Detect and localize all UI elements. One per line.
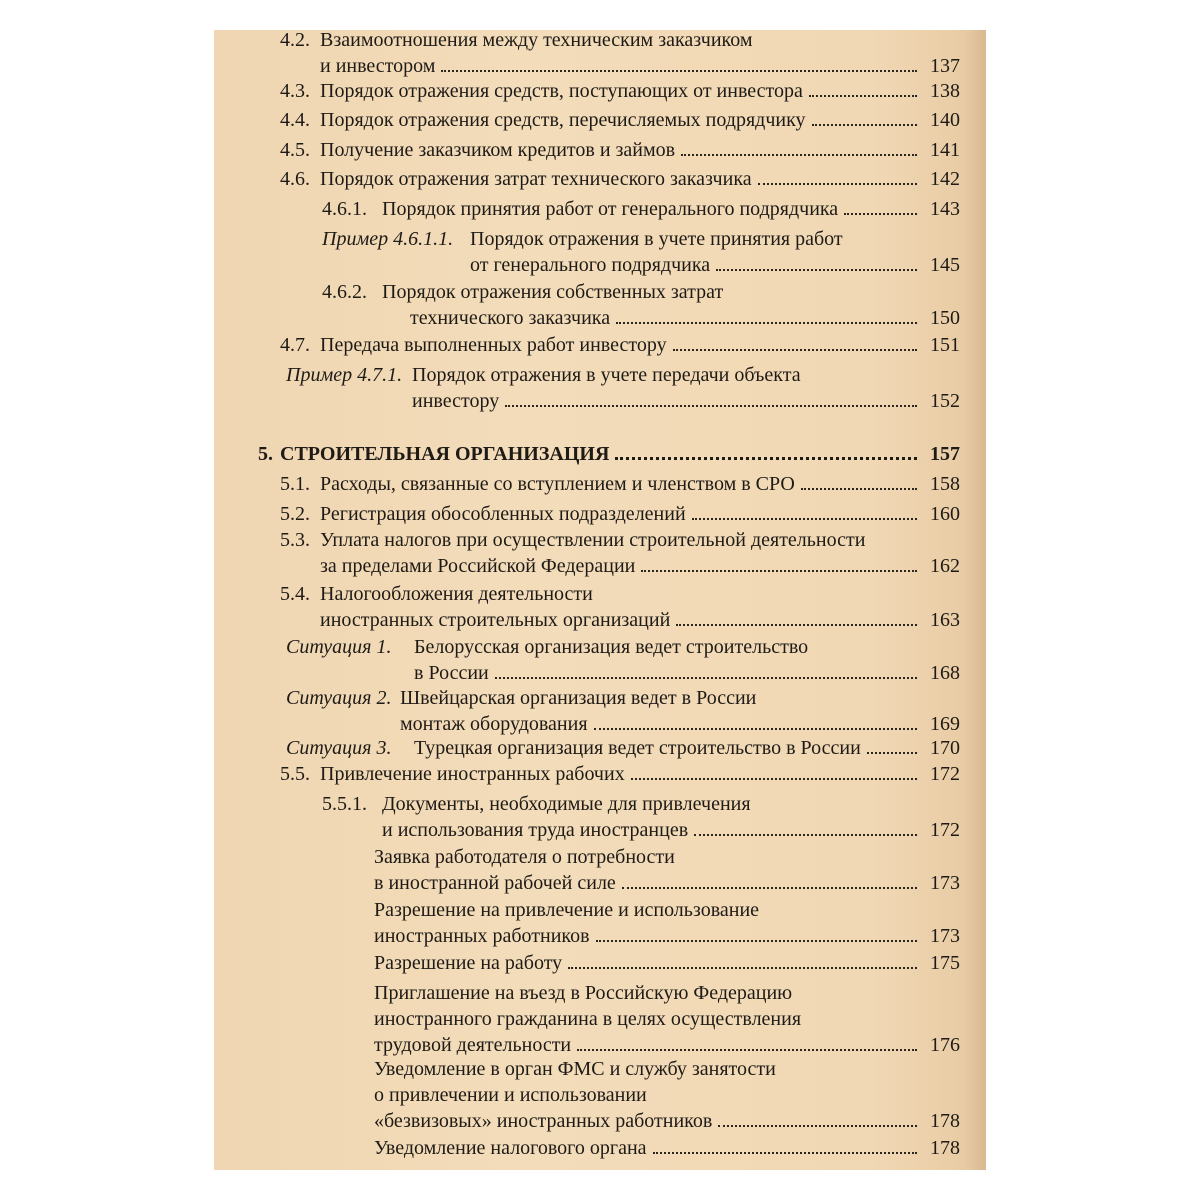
toc-entry-title: Приглашение на въезд в Российскую Федерацию (374, 982, 793, 1004)
leader-dots (596, 940, 917, 942)
leader-dots (758, 183, 917, 185)
toc-entry-example-4-7-1[interactable] (286, 362, 960, 414)
toc-page-number: 160 (930, 503, 960, 525)
leader-dots (505, 405, 917, 407)
leader-dots (692, 518, 917, 520)
leader-dots (681, 154, 917, 156)
toc-entry-number: 4.7. (280, 334, 310, 356)
toc-entry-title: о привлечении и использовании (374, 1084, 647, 1106)
toc-entry-title: Взаимоотношения между техническим заказчиком (320, 30, 753, 51)
toc-entry-entry-invitation[interactable] (374, 980, 960, 1058)
toc-entry-title: Порядок отражения в учете принятия работ (470, 228, 843, 250)
toc-entry-title: «безвизовых» иностранных работников (374, 1110, 713, 1132)
toc-entry-number: 4.6. (280, 168, 310, 190)
toc-entry-number: 5.2. (280, 503, 310, 525)
toc-entry-4-2[interactable] (280, 30, 960, 79)
toc-entry-title: Турецкая организация ведет строительство в России (414, 737, 861, 759)
toc-page-number: 151 (930, 334, 960, 356)
toc-page-number: 178 (930, 1137, 960, 1159)
toc-entry-label: Пример 4.6.1.1. (322, 228, 454, 250)
toc-page-number: 168 (930, 662, 960, 684)
toc-entry-work-permit[interactable] (374, 950, 960, 976)
leader-dots (568, 967, 917, 969)
toc-entry-fms-notice[interactable] (374, 1056, 960, 1134)
toc-entry-5-2[interactable] (280, 501, 960, 527)
toc-entry-title: Швейцарская организация ведет в России (400, 687, 757, 709)
toc-entry-title: за пределами Российской Федерации (320, 555, 636, 577)
toc-page-number: 152 (930, 390, 960, 412)
toc-entry-5-3[interactable] (280, 527, 960, 579)
toc-entry-label: Ситуация 1. (286, 636, 392, 658)
toc-entry-title: монтаж оборудования (400, 713, 588, 735)
toc-page-number: 173 (930, 872, 960, 894)
toc-entry-4-6[interactable] (280, 166, 960, 192)
leader-dots (718, 1125, 917, 1127)
toc-page-number: 169 (930, 713, 960, 735)
toc-entry-title: Порядок отражения собственных затрат (382, 281, 724, 303)
toc-entry-title: Порядок отражения средств, поступающих от инвестора (320, 80, 803, 102)
toc-entry-label: Ситуация 3. (286, 737, 392, 759)
leader-dots (801, 488, 917, 490)
toc-page-number: 150 (930, 307, 960, 329)
toc-entry-number: 5.4. (280, 583, 310, 605)
leader-dots (809, 95, 917, 97)
toc-entry-title: Белорусская организация ведет строительство (414, 636, 809, 658)
leader-dots (844, 213, 917, 215)
toc-entry-title: в России (414, 662, 489, 684)
toc-page-number: 162 (930, 555, 960, 577)
toc-entry-4-3[interactable] (280, 78, 960, 104)
toc-entry-4-5[interactable] (280, 137, 960, 163)
toc-entry-tax-notice[interactable] (374, 1135, 960, 1161)
toc-entry-title: Получение заказчиком кредитов и займов (320, 139, 676, 161)
toc-entry-title: СТРОИТЕЛЬНАЯ ОРГАНИЗАЦИЯ (280, 443, 610, 465)
toc-entry-5-1[interactable] (280, 471, 960, 497)
toc-entry-title: в иностранной рабочей силе (374, 872, 616, 894)
toc-entry-number: 4.5. (280, 139, 310, 161)
toc-entry-situation-2[interactable] (286, 685, 960, 737)
toc-entry-5-5[interactable] (280, 761, 960, 787)
toc-page-number: 173 (930, 925, 960, 947)
toc-page-number: 172 (930, 819, 960, 841)
toc-entry-title: иностранного гражданина в целях осуществления (374, 1008, 802, 1030)
leader-dots (641, 570, 917, 572)
toc-entry-title: Порядок отражения в учете передачи объекта (412, 364, 801, 386)
toc-page-number: 140 (930, 109, 960, 131)
toc-entry-title: иностранных работников (374, 925, 590, 947)
toc-entry-title: и использования труда иностранцев (382, 819, 689, 841)
toc-page-number: 157 (930, 443, 960, 465)
leader-dots (622, 887, 917, 889)
toc-entry-title: Регистрация обособленных подразделений (320, 503, 686, 525)
toc-entry-employer-application[interactable] (374, 844, 960, 896)
toc-entry-title: Заявка работодателя о потребности (374, 846, 675, 868)
leader-dots (615, 457, 917, 460)
leader-dots (441, 70, 917, 72)
leader-dots (631, 778, 917, 780)
toc-entry-title: Документы, необходимые для привлечения (382, 793, 751, 815)
toc-entry-title: трудовой деятельности (374, 1034, 572, 1056)
toc-entry-title: Разрешение на работу (374, 952, 563, 974)
toc-entry-number: 5. (258, 443, 273, 465)
leader-dots (616, 322, 917, 324)
toc-entry-label: Ситуация 2. (286, 687, 392, 709)
toc-entry-situation-3[interactable] (286, 735, 960, 761)
toc-entry-number: 4.6.2. (322, 281, 367, 303)
leader-dots (676, 624, 917, 626)
toc-page-number: 178 (930, 1110, 960, 1132)
toc-entry-number: 4.4. (280, 109, 310, 131)
toc-entry-situation-1[interactable] (286, 634, 960, 686)
toc-entry-5-4[interactable] (280, 581, 960, 633)
toc-entry-title: от генерального подрядчика (470, 254, 711, 276)
toc-page-number: 170 (930, 737, 960, 759)
toc-entry-number: 4.6.1. (322, 198, 367, 220)
toc-page-number: 137 (930, 55, 960, 77)
toc-entry-title: иностранных строительных организаций (320, 609, 671, 631)
leader-dots (673, 349, 917, 351)
toc-entry-title: Порядок отражения затрат технического заказчика (320, 168, 752, 190)
toc-entry-hiring-permit[interactable] (374, 897, 960, 949)
toc-entry-title: Уведомление в орган ФМС и службу занятости (374, 1058, 776, 1080)
leader-dots (495, 677, 917, 679)
toc-entry-example-4-6-1-1[interactable] (322, 226, 960, 278)
toc-entry-title: Уведомление налогового органа (374, 1137, 647, 1159)
toc-entry-number: 5.5. (280, 763, 310, 785)
toc-entry-title: Уплата налогов при осуществлении строительной деятельности (320, 529, 866, 551)
toc-chapter-5[interactable] (258, 441, 960, 467)
toc-entry-title: Расходы, связанные со вступлением и членством в СРО (320, 473, 795, 495)
leader-dots (653, 1152, 917, 1154)
toc-entry-number: 4.2. (280, 30, 310, 51)
toc-entry-4-6-1[interactable] (322, 196, 960, 222)
toc-entry-4-4[interactable] (280, 107, 960, 133)
toc-entry-title: инвестору (412, 390, 500, 412)
toc-page-number: 138 (930, 80, 960, 102)
toc-page-number: 163 (930, 609, 960, 631)
toc-entry-title: Привлечение иностранных рабочих (320, 763, 625, 785)
toc-page-number: 158 (930, 473, 960, 495)
toc-entry-label: Пример 4.7.1. (286, 364, 403, 386)
toc-entry-number: 5.5.1. (322, 793, 367, 815)
toc-entry-number: 4.3. (280, 80, 310, 102)
toc-entry-title: Налогообложения деятельности (320, 583, 593, 605)
toc-entry-number: 5.1. (280, 473, 310, 495)
toc-entry-number: 5.3. (280, 529, 310, 551)
toc-entry-4-6-2[interactable] (322, 279, 960, 331)
toc-entry-5-5-1[interactable] (322, 791, 960, 843)
toc-page-number: 141 (930, 139, 960, 161)
leader-dots (812, 124, 917, 126)
toc-page-number: 145 (930, 254, 960, 276)
toc-entry-title: Передача выполненных работ инвестору (320, 334, 667, 356)
toc-page-number: 172 (930, 763, 960, 785)
toc-page-number: 175 (930, 952, 960, 974)
toc-entry-title: Разрешение на привлечение и использование (374, 899, 760, 921)
toc-entry-title: технического заказчика (410, 307, 611, 329)
toc-page-number: 176 (930, 1034, 960, 1056)
toc-page-number: 142 (930, 168, 960, 190)
toc-entry-title: Порядок принятия работ от генерального подрядчика (382, 198, 839, 220)
toc-entry-4-7[interactable] (280, 332, 960, 358)
leader-dots (867, 752, 917, 754)
leader-dots (594, 728, 917, 730)
leader-dots (716, 269, 917, 271)
toc-page (214, 30, 986, 1170)
toc-page-number: 143 (930, 198, 960, 220)
toc-entry-title: и инвестором (320, 55, 436, 77)
leader-dots (694, 834, 917, 836)
toc-entry-title: Порядок отражения средств, перечисляемых подрядчику (320, 109, 806, 131)
leader-dots (577, 1049, 917, 1051)
